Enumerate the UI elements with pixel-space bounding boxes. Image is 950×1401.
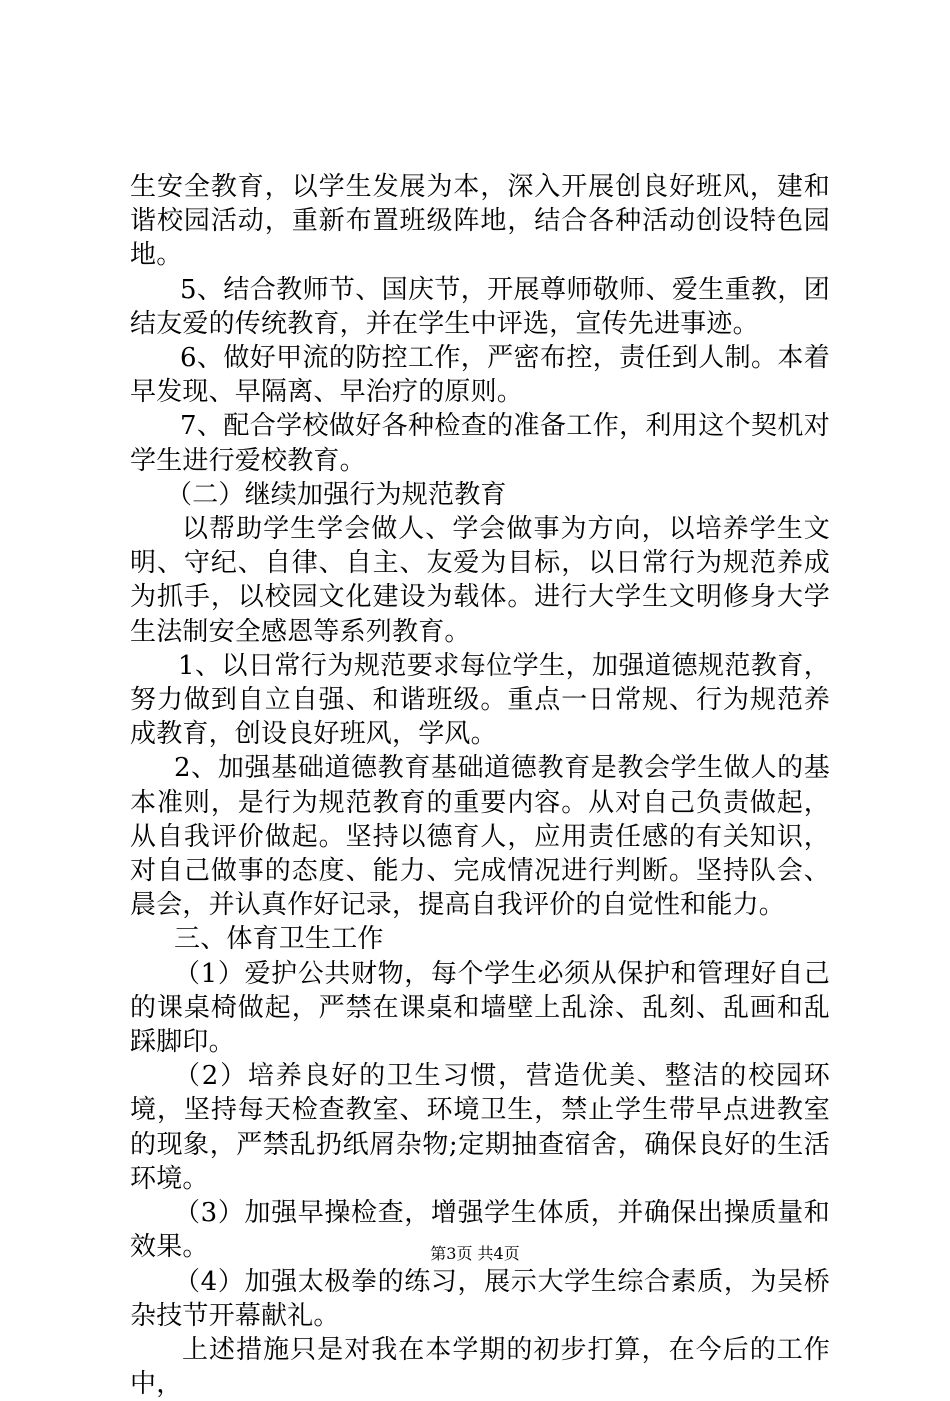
page-number: 第3页: [430, 1244, 473, 1263]
paragraph: 以帮助学生学会做人、学会做事为方向，以培养学生文明、守纪、自律、自主、友爱为目标，以日常行为规范养成为抓手，以校园文化建设为载体。进行大学生文明修身大学生法制安全感恩等系列教育。: [130, 514, 830, 647]
paragraph: （2）培养良好的卫生习惯，营造优美、整洁的校园环境，坚持每天检查教室、环境卫生，禁止学生带早点进教室的现象，严禁乱扔纸屑杂物;定期抽查宿舍，确保良好的生活环境。: [130, 1061, 830, 1194]
paragraph: 生安全教育，以学生发展为本，深入开展创良好班风，建和谐校园活动，重新布置班级阵地，结合各种活动创设特色园地。: [130, 172, 830, 271]
paragraph: 上述措施只是对我在本学期的初步打算，在今后的工作中，: [130, 1334, 830, 1400]
paragraph: （1）爱护公共财物，每个学生必须从保护和管理好自己的课桌椅做起，严禁在课桌和墙壁上乱涂、乱刻、乱画和乱踩脚印。: [130, 958, 830, 1058]
page-footer: [0, 1244, 950, 1264]
paragraph: （4）加强太极拳的练习，展示大学生综合素质，为吴桥杂技节开幕献礼。: [130, 1266, 830, 1331]
paragraph: 6、做好甲流的防控工作，严密布控，责任到人制。本着早发现、早隔离、早治疗的原则。: [130, 343, 830, 408]
paragraph: 7、配合学校做好各种检查的准备工作，利用这个契机对学生进行爱校教育。: [130, 411, 830, 476]
page-total: 共4页: [477, 1244, 520, 1263]
paragraph: 5、结合教师节、国庆节，开展尊师敬师、爱生重教，团结友爱的传统教育，并在学生中评选，宣传先进事迹。: [130, 274, 830, 339]
paragraph: 2、加强基础道德教育基础道德教育是教会学生做人的基本准则，是行为规范教育的重要内容。从对自己负责做起，从自我评价做起。坚持以德育人，应用责任感的有关知识，对自己做事的态度、能力、完成情况进行判断。坚持队会、晨会，并认真作好记录，提高自我评价的自觉性和能力。: [130, 753, 830, 921]
section-heading: （二）继续加强行为规范教育: [166, 479, 507, 510]
section-heading: 三、体育卫生工作: [174, 924, 384, 955]
paragraph: （3）加强早操检查，增强学生体质，并确保出操质量和效果。: [130, 1198, 830, 1263]
document-body: [130, 170, 830, 1401]
paragraph: 1、以日常行为规范要求每位学生，加强道德规范教育，努力做到自立自强、和谐班级。重点一日常规、行为规范养成教育，创设良好班风，学风。: [130, 650, 830, 750]
